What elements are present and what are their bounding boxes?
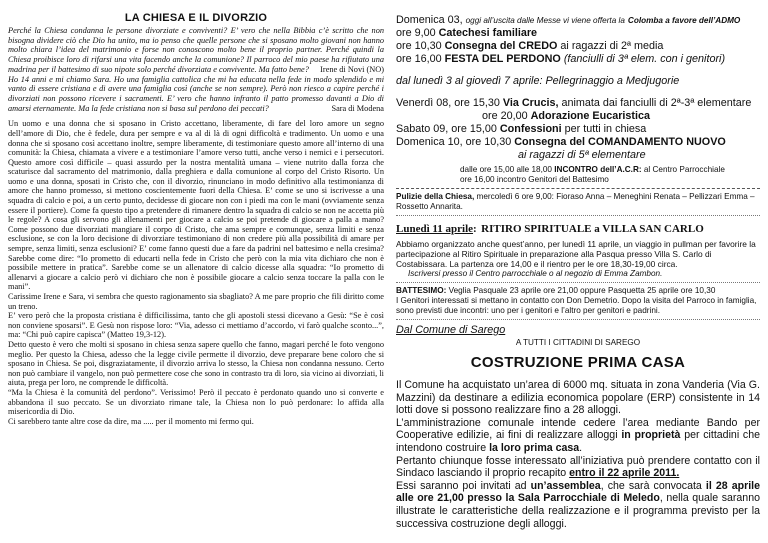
domenica-03-italic: oggi all’uscita dalle Messe vi viene offerta la [465,16,625,25]
battesimo-text-2: I Genitori interessati si mettano in contatto con Don Demetrio. Dopo la visita del Parroco in famiglia, sono previsti due incontri: uno per i genitori e l’altro per genitori e padrini. [396,296,757,315]
battesimo-label: BATTESIMO: [396,286,447,295]
answer-paragraph: Detto questo è vero che molti si sposano in chiesa senza sapere quello che fanno, magari perché le foto vengono meglio. Per questo la Chiesa, adesso che la legge civile permette il divorzio, deve preparare bene coloro che si sposano in Chiesa. Se poi, disgraziatamente, il divorzio arriva lo stesso, la Chiesa non condanna nessuno. Certo non può cambiare il vangelo, non può permettere cose che sono in contrasto tra di loro, sia vicino ai divorziati, li aiuta, prega per loro, ne comprende le difficoltà. [8,339,384,388]
answer-paragraph: Carissime Irene e Sara, vi sembra che questo ragionamento sia sbagliato? A me pare proprio che fili diritto come un treno. [8,292,384,311]
letter-irene-text: Perché la Chiesa condanna le persone divorziate e conviventi? E’ vero che nella Bibbia c’è scritto che non bisogna dividere ciò che Dio ha unito, ma io penso che quelle persone che si sposano molto giovani non hanno molto chiara l’idea del matrimonio e forse non conoscono molto bene il proprio partner. Perché quindi la Chiesa proibisce loro di rifarsi una vita facendo anche la comunione? Il parroco del mio paese ha rifiutato una madrina per il battesimo di suo nipote solo perché divorziata e convivente. Ma fatto bene? [8,26,384,74]
answer-paragraph: Ci sarebbero tante altre cose da dire, ma ..... per il momento mi fermo qui. [8,416,254,426]
comune-p1: Il Comune ha acquistato un’area di 6000 mq. situata in zona Vanderia (Via G. Mazzini) da destinare a edilizia economica popolare (ERP) consistente in 14 lotti dove si possono realizzare fino a 28 alloggi. [396,379,760,417]
d03-line1-event: Catechesi familiare [438,27,538,39]
left-column [8,0,384,426]
comune-title: COSTRUZIONE PRIMA CASA [470,354,686,371]
d03-line3-time: ore 16,00 [396,53,442,65]
domenica-10-event: Consegna del COMANDAMENTO NUOVO [514,136,726,148]
ritiro-date: Lunedì 11 aprile [396,223,474,235]
answer-paragraph: “Ma la Chiesa è la comunità del perdono”. Verissimo! Però il peccato è perdonato quando uno si converte e abbandona il suo peccato. Se un divorziato rimane tale, la Chiesa non lo può perdonare: lo affida alla misericordia di Dio. [8,387,384,417]
domenica-03-lead: Domenica 03, [396,14,463,26]
comune-heading: Dal Comune di Sarego [396,324,506,336]
sabato-event: Confessioni [499,123,562,135]
answer-paragraph: Un uomo e una donna che si sposano in Cristo accettano, liberamente, di fare del loro amore un segno dell’amore di Dio, che è fedele, dura per sempre e va al di là di ogni difficoltà e tradimento. Un uomo e una donna che si sposano così accettano inoltre, sempre liberamente, di testimoniare questo amore all’interno di una comunità: la Chiesa, chiamata a vivere e a testimoniare l’amore verso tutti, anche verso i nemici e i persecutori. Questo amore così difficile – quasi assurdo per la nostra mentalità umana – viene nutrito dalla forza che scaturisce dal sacramento del matrimonio, dalla preghiera e dalla comunione al corpo del Cristo Risorto. Un uomo e una donna, sposati in Cristo che, con il divorzio, rinunciano in modo definitivo alla testimonianza di amore che hanno promesso, si mettono coscientemente fuori della Chiesa. E’ come se uno si iscrivesse a una squadra di calcio e poi, a un certo punto, decidesse di giocare non con i piedi ma con le mani (ovviamente senza essere il portiere). Come fa questo tipo a pretendere di rimanere dentro la squadra di calcio se non ne accetta più le regole? A cosa gli servono gli allenamenti per giocare a calcio se poi pretende di giocare a palla a mano? Come possono due divorziati mangiare il corpo di Cristo, che ama sempre e comunque, senza limiti e senza esclusione, se con la loro decisione di divorziare testimoniano di non credere più alla possibilità di amare per sempre, senza limiti, senza esclusioni? E’ come fanno questi due a fare da padrini nel battesimo e nella cresima? Sarebbe come dire: “Io prometto di educarti nella fede in Cristo che però con la mia vita dichiaro che non è possibile mettere in pratica”. Sarebbe come se un allenatore di calcio dicesse alla squadra: “Io prometto di allenarvi a giocare a calcio però vi dichiaro che non è possibile giocare a calcio senza toccare la palla con le mani”. [8,119,384,292]
d03-line3-event: FESTA DEL PERDONO [444,53,561,65]
venerdi-detail: animata dai fanciulli di 2ª-3ª elementare [561,97,752,109]
adorazione-time: ore 20,00 [482,110,528,122]
divider [396,282,760,283]
letter-sara-text: Ho 14 anni e mi chiamo Sara. Ho una famiglia cattolica che mi ha educata nella fede in modo splendido e mi vanto di essere cristiana e di avere una famiglia così (anche se non sempre). Però non riesco a capire perché i divorziati non possono ricevere i sacramenti. E’ vero che hanno infranto il patto promesso davanti a Dio di amarsi eternamente. Ma la fede cristiana non si basa sul perdono dei peccati? [8,74,384,113]
d03-line2-detail: ai ragazzi di 2ª media [560,40,664,52]
sabato-detail: per tutti in chiesa [564,123,647,135]
domenica-10-time: Domenica 10, ore 10,30 [396,136,512,148]
battesimo-notice [396,286,760,296]
divider [396,188,760,189]
article-title: LA CHIESA E IL DIVORZIO [124,12,268,24]
venerdi-event: Via Crucis, [502,97,559,109]
reader-letter-sara [8,75,384,114]
letter-sara-signature: Sara di Modena [331,103,384,113]
pulizie-label: Pulizie della Chiesa, [396,192,475,201]
answer-paragraph: E’ vero però che la proposta cristiana è difficilissima, tanto che gli apostoli stessi dicevano a Gesù: “Se è così non conviene sposarsi”. E Gesù non rispose loro: “Via, adesso ci mettiamo d’accordo, vi farò qualche sconto...”, ma: “Chi può capire capisca” (Matteo 19,3-12). [8,311,384,340]
acr-event: INCONTRO dell’A.C.R: [554,165,642,174]
week-schedule [396,97,760,185]
ritiro-note: Iscriversi presso il Centro parrocchiale o al negozio di Emma Zambon. [408,269,663,278]
divider [396,319,760,320]
venerdi-time: Venerdì 08, ore 15,30 [396,97,500,109]
ritiro-title: RITIRO SPIRITUALE a VILLA SAN CARLO [481,223,704,235]
d03-line2-event: Consegna del CREDO [444,40,558,52]
ritiro-heading: Lunedì 11 aprile: RITIRO SPIRITUALE a VILLA SAN CARLO [396,223,704,235]
letter-irene-signature: Irene di Novi (NO) [320,64,384,74]
acr-place: al Centro Parrocchiale [643,165,725,174]
ritiro-text: Abbiamo organizzato anche quest’anno, per lunedì 11 aprile, un viaggio in pullman per favorire la partecipazione al Ritiro Spirituale in preparazione alla Pasqua presso Villa S. Carlo di Costabissara. La partenza ore 14,00 e il rientro per le ore 18,30-19,00 circa. [396,239,756,269]
d03-line3-detail: (fanciulli di 3ª elem. con i genitori) [563,53,726,65]
adorazione-event: Adorazione Eucaristica [530,110,651,122]
battesimo-genitori: ore 16,00 incontro Genitori del Battesimo [460,175,609,184]
pulizie-notice [396,192,760,212]
answer-body [8,119,384,426]
battesimo-text: Veglia Pasquale 23 aprile ore 21,00 oppure Pasquetta 25 aprile ore 10,30 [448,286,716,295]
domenica-10-detail: ai ragazzi di 5ª elementare [518,149,646,161]
domenica-03-block [396,14,760,66]
comune-p3: Pertanto chiunque fosse interessato all’iniziativa può prendere contatto con il Sindaco lasciando il proprio recapito entro il 22 aprile 2011. [396,454,760,480]
comune-p2: L’amministrazione comunale intende cedere l’area mediante Bando per Cooperative edilizie, ai fini di realizzare alloggi in proprietà per cittadini che intendono costruire la loro prima casa. [396,416,761,454]
pulizie-text: mercoledì 6 ore 9,00: Fioraso Anna – Meneghini Renata – Pellizzari Emma – Rossetto Annarita. [396,192,755,211]
domenica-03-admo: Colomba a favore dell’ADMO [627,16,741,25]
acr-time: dalle ore 15,00 alle 18,00 [460,165,552,174]
comune-p4: Essi saranno poi invitati ad un’assemblea, che sarà convocata il 28 aprile alle ore 21,00 presso la Sala Parrocchiale di Meledo, nella quale saranno illustrate le caratteristiche della realizzazione e il programma previsto per la successiva costruzione degli alloggi. [396,479,760,530]
right-column [396,0,760,530]
pilgrimage-notice: dal lunedì 3 al giovedì 7 aprile: Pellegrinaggio a Medjugorie [396,75,680,87]
divider [396,215,760,216]
reader-letter-irene [8,26,384,75]
comune-subheading: A TUTTI I CITTADINI DI SAREGO [515,338,641,347]
d03-line2-time: ore 10,30 [396,40,442,52]
d03-line1-time: ore 9,00 [396,27,436,39]
sabato-time: Sabato 09, ore 15,00 [396,123,497,135]
comune-body [396,379,760,530]
